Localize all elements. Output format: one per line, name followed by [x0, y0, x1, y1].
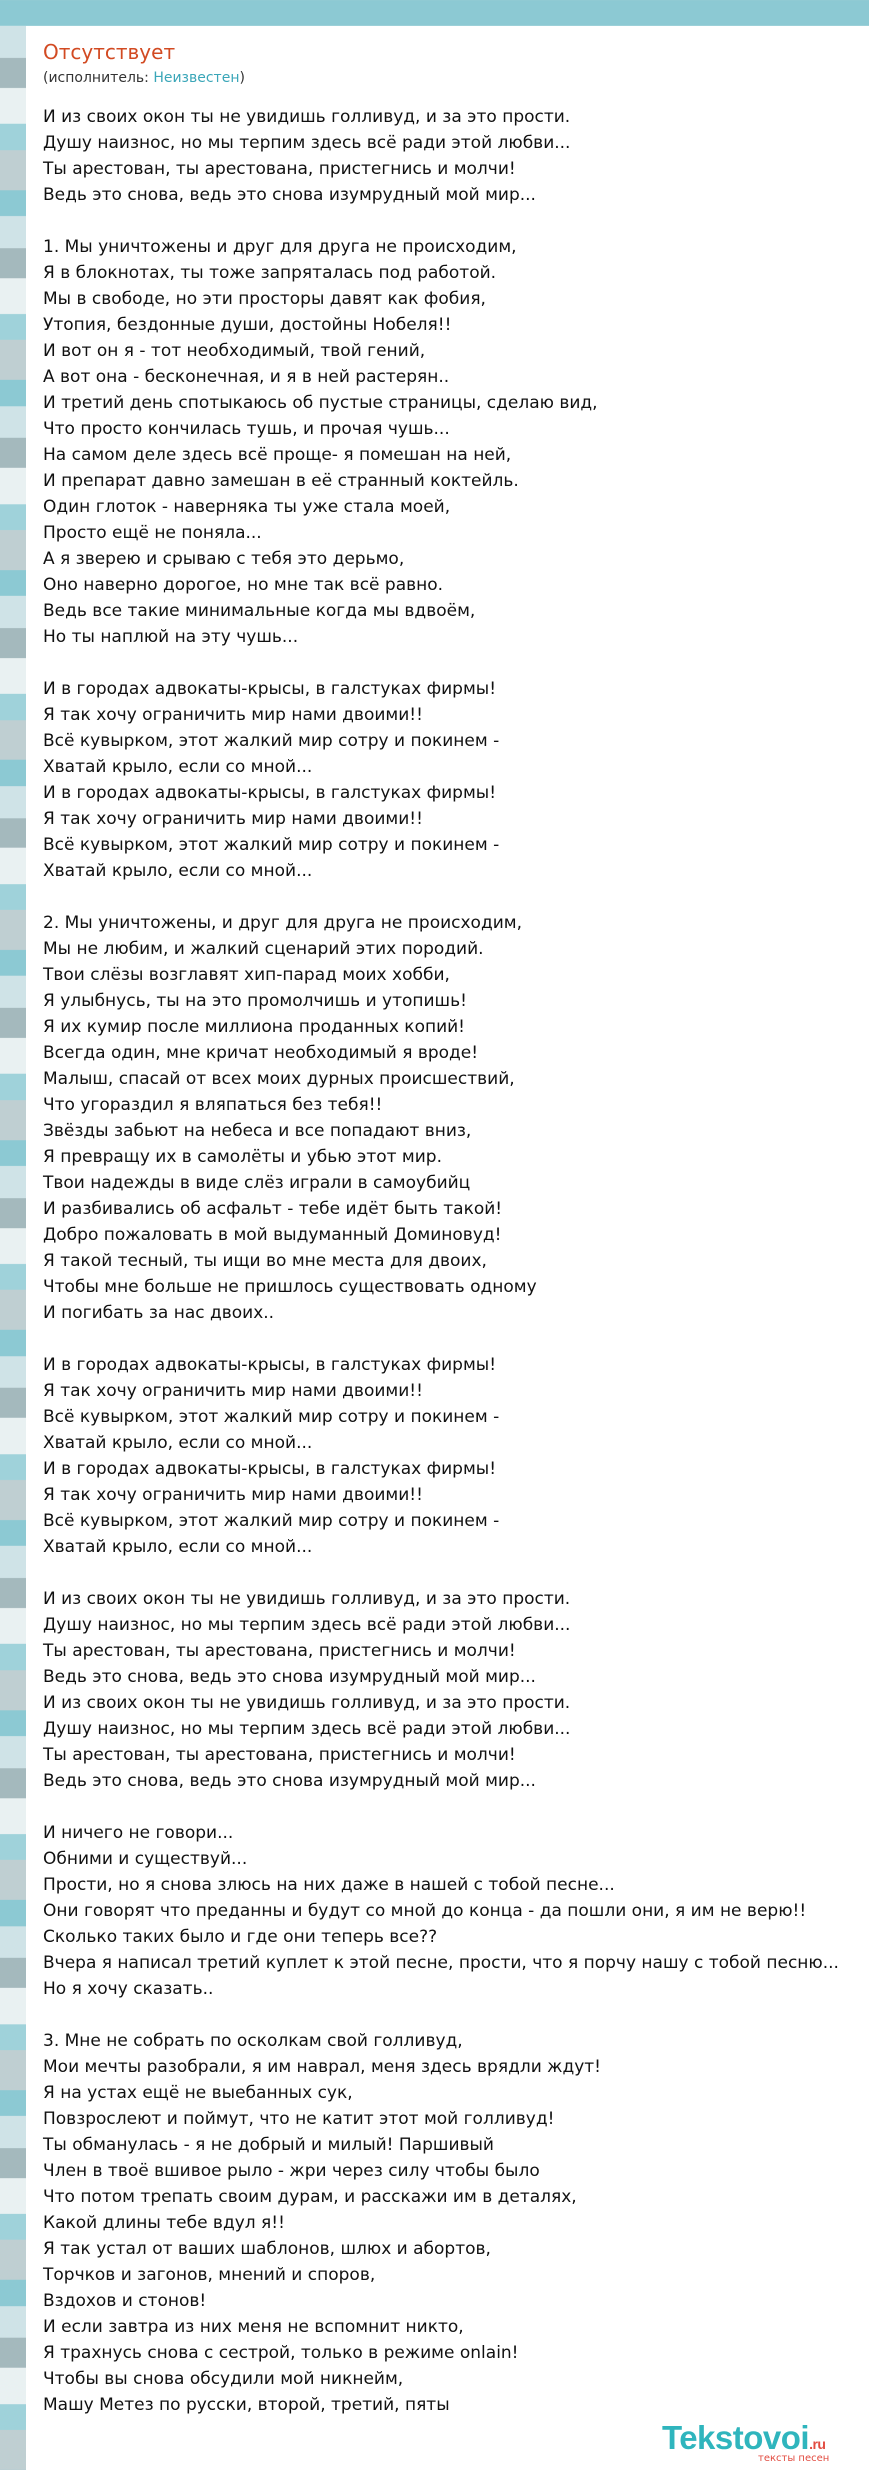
lyric-line: Обними и существуй... [43, 1849, 248, 1869]
lyric-line: Я в блокнотах, ты тоже запряталась под работой. [43, 263, 497, 283]
lyric-line: Что угораздил я вляпаться без тебя!! [43, 1095, 383, 1115]
logo-name: Tekstovoi [662, 2419, 810, 2456]
lyric-line: 2. Мы уничтожены, и друг для друга не происходим, [43, 913, 522, 933]
stanza [43, 104, 869, 208]
stanza [43, 2028, 869, 2418]
performer-prefix: (исполнитель: [43, 70, 154, 86]
lyric-line: Хватай крыло, если со мной... [43, 861, 313, 881]
lyric-line: Мои мечты разобрали, я им наврал, меня здесь врядли ждут! [43, 2057, 601, 2077]
lyric-line: Душу наизнос, но мы терпим здесь всё ради этой любви... [43, 1719, 571, 1739]
lyric-line: А я зверею и срываю с тебя это дерьмо, [43, 549, 405, 569]
lyric-line: И третий день спотыкаюсь об пустые страницы, сделаю вид, [43, 393, 598, 413]
lyric-line: Я на устах ещё не выебанных сук, [43, 2083, 353, 2103]
lyric-line: И если завтра из них меня не вспомнит никто, [43, 2317, 464, 2337]
lyric-line: Всё кувырком, этот жалкий мир сотру и покинем - [43, 1407, 500, 1427]
stanza [43, 1820, 869, 2002]
site-logo[interactable] [662, 2421, 869, 2467]
lyric-line: Один глоток - наверняка ты уже стала моей, [43, 497, 451, 517]
performer-link[interactable]: Неизвестен [153, 70, 240, 86]
lyric-line: Я так хочу ограничить мир нами двоими!! [43, 1381, 423, 1401]
lyric-line: 3. Мне не собрать по осколкам свой голливуд, [43, 2031, 463, 2051]
lyric-line: Что потом трепать своим дурам, и расскажи им в деталях, [43, 2187, 577, 2207]
lyric-line: Я так хочу ограничить мир нами двоими!! [43, 705, 423, 725]
lyric-line: Ведь это снова, ведь это снова изумрудный мой мир... [43, 185, 536, 205]
lyric-line: Я такой тесный, ты ищи во мне места для двоих, [43, 1251, 487, 1271]
lyric-line: На самом деле здесь всё проще- я помешан на ней, [43, 445, 512, 465]
lyric-line: Они говорят что преданны и будут со мной до конца - да пошли они, я им не верю!! [43, 1901, 807, 1921]
lyric-line: Повзрослеют и поймут, что не катит этот мой голливуд! [43, 2109, 555, 2129]
lyric-line: Твои слёзы возглавят хип-парад моих хобби, [43, 965, 450, 985]
lyric-line: Ведь все такие минимальные когда мы вдвоём, [43, 601, 476, 621]
lyric-line: Ведь это снова, ведь это снова изумрудный мой мир... [43, 1771, 536, 1791]
lyric-line: Малыш, спасай от всех моих дурных происшествий, [43, 1069, 515, 1089]
lyric-line: И в городах адвокаты-крысы, в галстуках фирмы! [43, 679, 497, 699]
lyric-line: Я так хочу ограничить мир нами двоими!! [43, 1485, 423, 1505]
lyric-line: Машу Метез по русски, второй, третий, пяты [43, 2395, 450, 2415]
stanza [43, 910, 869, 1326]
lyric-line: Ведь это снова, ведь это снова изумрудный мой мир... [43, 1667, 536, 1687]
stanza [43, 1586, 869, 1794]
lyric-line: А вот она - бесконечная, и я в ней растерян.. [43, 367, 450, 387]
lyric-line: Торчков и загонов, мнений и споров, [43, 2265, 376, 2285]
lyric-line: Добро пожаловать в мой выдуманный Доминовуд! [43, 1225, 502, 1245]
lyric-line: И из своих окон ты не увидишь голливуд, и за это прости. [43, 1589, 571, 1609]
lyric-line: Всегда один, мне кричат необходимый я вроде! [43, 1043, 479, 1063]
lyric-line: Ты арестован, ты арестована, пристегнись и молчи! [43, 159, 516, 179]
lyric-line: Душу наизнос, но мы терпим здесь всё ради этой любви... [43, 1615, 571, 1635]
lyric-line: Мы в свободе, но эти просторы давят как фобия, [43, 289, 486, 309]
lyric-line: Всё кувырком, этот жалкий мир сотру и покинем - [43, 835, 500, 855]
stanza [43, 1352, 869, 1560]
lyric-line: Всё кувырком, этот жалкий мир сотру и покинем - [43, 1511, 500, 1531]
lyric-line: Ты арестован, ты арестована, пристегнись и молчи! [43, 1745, 516, 1765]
lyric-line: И из своих окон ты не увидишь голливуд, и за это прости. [43, 1693, 571, 1713]
stanza [43, 676, 869, 884]
lyric-line: Прости, но я снова злюсь на них даже в нашей с тобой песне... [43, 1875, 615, 1895]
lyric-line: Звёзды забьют на небеса и все попадают вниз, [43, 1121, 472, 1141]
lyric-line: Сколько таких было и где они теперь все?? [43, 1927, 438, 1947]
lyric-line: Всё кувырком, этот жалкий мир сотру и покинем - [43, 731, 500, 751]
lyric-line: Вчера я написал третий куплет к этой песне, прости, что я порчу нашу с тобой песню... [43, 1953, 839, 1973]
logo-tagline: тексты песен [758, 2453, 830, 2464]
stanza [43, 234, 869, 650]
lyric-line: Я их кумир после миллиона проданных копий! [43, 1017, 465, 1037]
lyric-line: Я трахнусь снова с сестрой, только в режиме onlain! [43, 2343, 519, 2363]
lyric-line: Но ты наплюй на эту чушь... [43, 627, 299, 647]
lyric-line: И разбивались об асфальт - тебе идёт быть такой! [43, 1199, 503, 1219]
lyrics-text [43, 104, 869, 2444]
logo-tld: .ru [809, 2436, 826, 2452]
lyric-line: Я так хочу ограничить мир нами двоими!! [43, 809, 423, 829]
lyric-line: Я так устал от ваших шаблонов, шлюх и абортов, [43, 2239, 491, 2259]
lyric-line: Оно наверно дорогое, но мне так всё равно. [43, 575, 444, 595]
lyric-line: Хватай крыло, если со мной... [43, 757, 313, 777]
lyric-line: Мы не любим, и жалкий сценарий этих породий. [43, 939, 484, 959]
lyric-line: Ты обманулась - я не добрый и милый! Паршивый [43, 2135, 494, 2155]
page-title: Отсутствует [43, 40, 176, 64]
lyric-line: 1. Мы уничтожены и друг для друга не происходим, [43, 237, 517, 257]
lyric-line: И из своих окон ты не увидишь голливуд, и за это прости. [43, 107, 571, 127]
lyric-line: И вот он я - тот необходимый, твой гений, [43, 341, 426, 361]
lyric-line: Я улыбнусь, ты на это промолчишь и утопишь! [43, 991, 467, 1011]
performer-suffix: ) [239, 70, 245, 86]
lyric-line: Хватай крыло, если со мной... [43, 1537, 313, 1557]
lyric-line: Просто ещё не поняла... [43, 523, 262, 543]
lyric-line: И в городах адвокаты-крысы, в галстуках фирмы! [43, 783, 497, 803]
lyric-line: Чтобы мне больше не пришлось существовать одному [43, 1277, 537, 1297]
lyric-line: Я превращу их в самолёты и убью этот мир. [43, 1147, 443, 1167]
lyric-line: Но я хочу сказать.. [43, 1979, 214, 1999]
lyric-line: И препарат давно замешан в её странный коктейль. [43, 471, 519, 491]
performer-line [43, 70, 245, 86]
lyric-line: И в городах адвокаты-крысы, в галстуках фирмы! [43, 1355, 497, 1375]
lyric-line: Душу наизнос, но мы терпим здесь всё ради этой любви... [43, 133, 571, 153]
lyric-line: Хватай крыло, если со мной... [43, 1433, 313, 1453]
lyric-line: Что просто кончилась тушь, и прочая чушь... [43, 419, 450, 439]
lyric-line: Ты арестован, ты арестована, пристегнись и молчи! [43, 1641, 516, 1661]
lyric-line: Чтобы вы снова обсудили мой никнейм, [43, 2369, 404, 2389]
lyric-line: Какой длины тебе вдул я!! [43, 2213, 285, 2233]
lyric-line: И в городах адвокаты-крысы, в галстуках фирмы! [43, 1459, 497, 1479]
lyric-line: Член в твоё вшивое рыло - жри через силу чтобы было [43, 2161, 540, 2181]
lyric-line: И погибать за нас двоих.. [43, 1303, 275, 1323]
lyric-line: И ничего не говори... [43, 1823, 234, 1843]
lyric-line: Утопия, бездонные души, достойны Нобеля!! [43, 315, 452, 335]
lyrics-card [26, 26, 869, 2470]
lyric-line: Твои надежды в виде слёз играли в самоубийц [43, 1173, 471, 1193]
lyric-line: Вздохов и стонов! [43, 2291, 207, 2311]
